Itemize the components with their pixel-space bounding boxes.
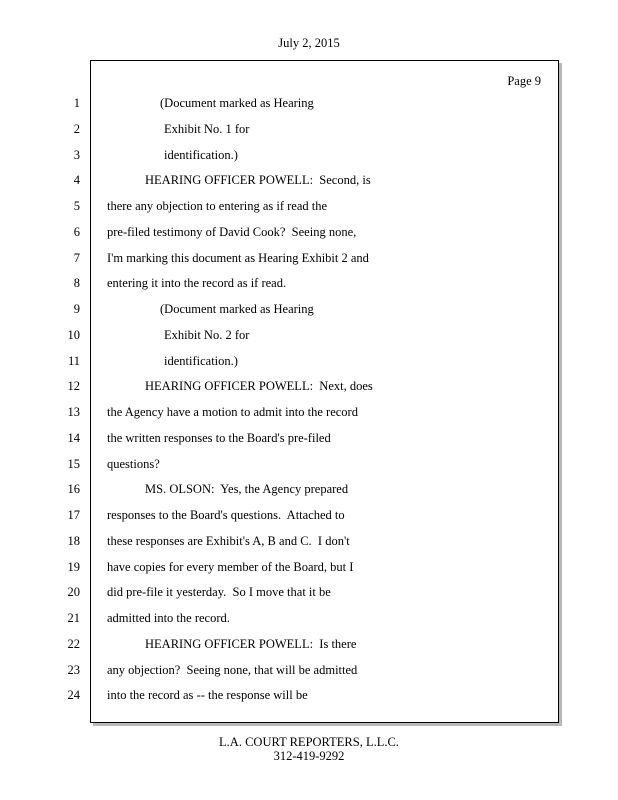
line-number: 22 bbox=[67, 637, 80, 651]
line-number: 18 bbox=[67, 534, 80, 548]
line-number: 15 bbox=[67, 457, 80, 471]
line-text: Exhibit No. 2 for bbox=[164, 328, 250, 342]
line-number: 2 bbox=[73, 122, 80, 136]
line-text: identification.) bbox=[164, 148, 238, 162]
line-text: pre-filed testimony of David Cook? Seeing none, bbox=[107, 225, 357, 239]
line-number: 1 bbox=[73, 96, 80, 110]
line-text: these responses are Exhibit's A, B and C. I don't bbox=[107, 534, 350, 548]
line-number: 11 bbox=[67, 354, 80, 368]
line-text: Exhibit No. 1 for bbox=[164, 122, 250, 136]
line-text: did pre-file it yesterday. So I move that it be bbox=[107, 585, 331, 599]
line-number: 8 bbox=[73, 276, 80, 290]
line-number: 21 bbox=[67, 611, 80, 625]
line-number: 20 bbox=[67, 585, 80, 599]
line-number: 19 bbox=[67, 560, 80, 574]
line-number: 4 bbox=[73, 173, 80, 187]
line-number: 10 bbox=[67, 328, 80, 342]
line-text: HEARING OFFICER POWELL: Is there bbox=[145, 637, 357, 651]
line-text: MS. OLSON: Yes, the Agency prepared bbox=[145, 482, 349, 496]
line-text: HEARING OFFICER POWELL: Second, is bbox=[145, 173, 371, 187]
header-date: July 2, 2015 bbox=[278, 36, 340, 50]
line-number: 6 bbox=[73, 225, 80, 239]
line-text: into the record as -- the response will be bbox=[107, 688, 308, 702]
line-number: 14 bbox=[67, 431, 80, 445]
footer-phone: 312-419-9292 bbox=[273, 749, 345, 763]
line-number: 16 bbox=[67, 482, 80, 496]
line-text: entering it into the record as if read. bbox=[107, 276, 287, 290]
line-text: any objection? Seeing none, that will be admitted bbox=[107, 663, 358, 677]
line-text: (Document marked as Hearing bbox=[160, 96, 314, 110]
page-number: Page 9 bbox=[507, 74, 541, 88]
footer-company: L.A. COURT REPORTERS, L.L.C. bbox=[219, 735, 399, 749]
line-text: have copies for every member of the Board, but I bbox=[107, 560, 354, 574]
line-text: (Document marked as Hearing bbox=[160, 302, 314, 316]
line-number: 12 bbox=[67, 379, 80, 393]
line-number: 7 bbox=[73, 251, 80, 265]
line-text: admitted into the record. bbox=[107, 611, 230, 625]
line-number: 9 bbox=[73, 302, 80, 316]
line-text: the Agency have a motion to admit into the record bbox=[107, 405, 358, 419]
line-text: there any objection to entering as if read the bbox=[107, 199, 328, 213]
line-number: 23 bbox=[67, 663, 80, 677]
line-number: 17 bbox=[67, 508, 80, 522]
line-text: the written responses to the Board's pre-filed bbox=[107, 431, 331, 445]
line-number: 5 bbox=[73, 199, 80, 213]
line-text: HEARING OFFICER POWELL: Next, does bbox=[145, 379, 373, 393]
line-number: 13 bbox=[67, 405, 80, 419]
line-text: I'm marking this document as Hearing Exhibit 2 and bbox=[107, 251, 369, 265]
line-number: 24 bbox=[67, 688, 80, 702]
line-text: identification.) bbox=[164, 354, 238, 368]
line-text: responses to the Board's questions. Attached to bbox=[107, 508, 345, 522]
line-text: questions? bbox=[107, 457, 160, 471]
line-number: 3 bbox=[73, 148, 80, 162]
